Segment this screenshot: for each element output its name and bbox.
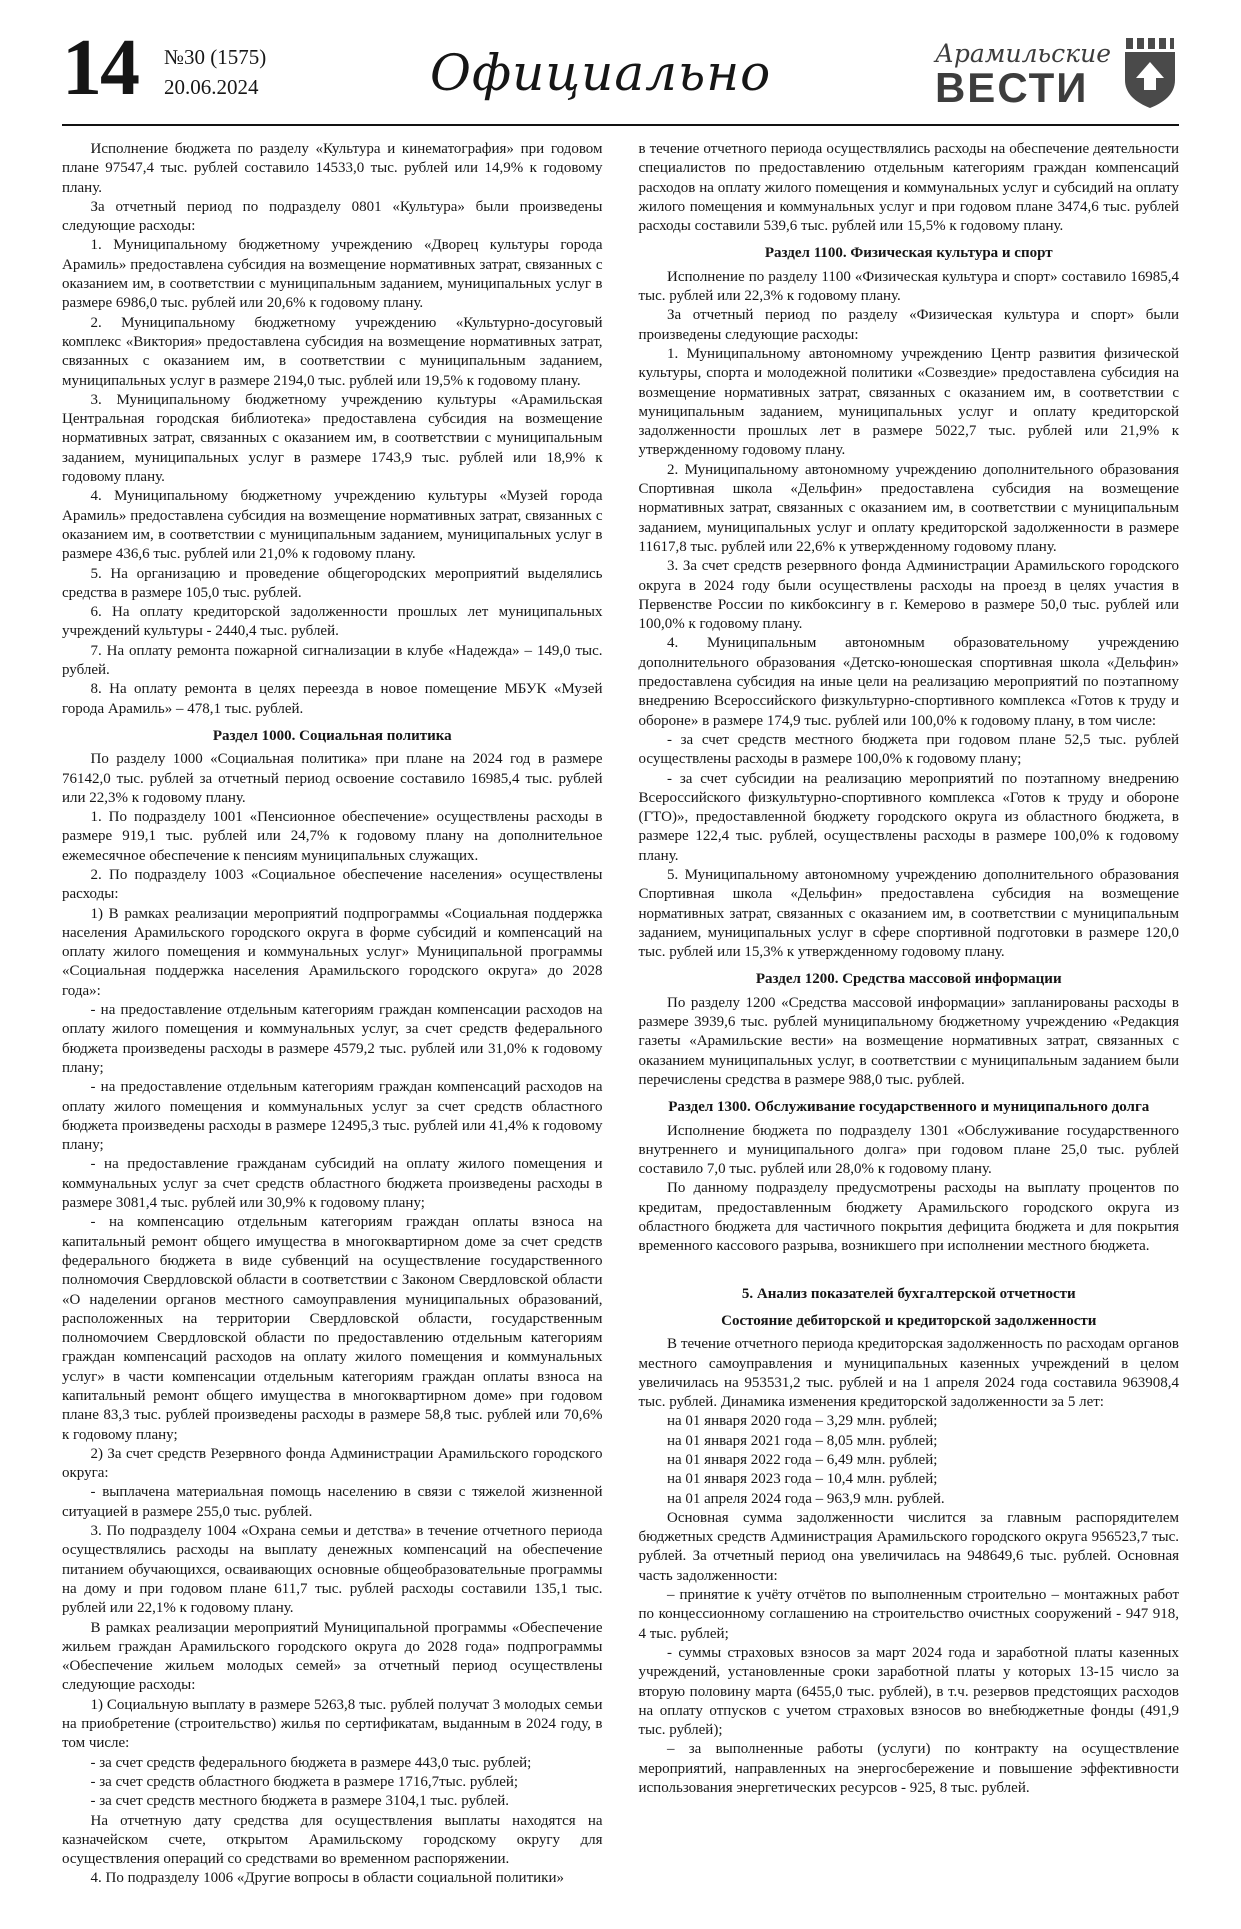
paragraph: 1) Социальную выплату в размере 5263,8 тыс. рублей получат 3 молодых семьи на приобретение (строительство) жилья по сертификатам, выданным в 2024 году, в том числе: [62,1696,603,1752]
paragraph: – принятие к учёту отчётов по выполненным строительно – монтажных работ по концессионному соглашению на строительство очистных сооружений - 947 918, 4 тыс. рублей; [638,1587,1179,1642]
paragraph: в течение отчетного периода осуществлялись расходы на обеспечение деятельности специалистов по предоставлению отдельным категориям граждан компенсаций расходов на оплату жилого помещения и коммунальных услуг и субсидий на оплату жилого помещения и коммунальных услуг и при годовом плане 3474,6 тыс. рублей расходы составили 539,6 тыс. рублей или 15,5% к годовому плану. [638,141,1179,235]
issue-number: №30 (1575) [164,45,267,69]
paragraph: По разделу 1000 «Социальная политика» при плане на 2024 год в размере 76142,0 тыс. рублей за отчетный период освоение составило 16985,4 тыс. рублей или 22,3% к годовому плану. [62,751,603,806]
coat-of-arms-icon [1121,36,1179,112]
paragraph: - выплачена материальная помощь населению в связи с тяжелой жизненной ситуацией в размере 255,0 тыс. рублей. [62,1484,603,1520]
paragraph: 5. Муниципальному автономному учреждению дополнительного образования Спортивная школа «Дельфин» предоставлена субсидия на возмещение нормативных затрат, связанных с оказанием им, в соответствии с муниципальным заданием, муниципальных услуг в сфере спортивной подготовки в размере 120,0 тыс. рублей или 15,3% к утвержденному годовому плану. [638,866,1179,961]
issue-date: 20.06.2024 [164,75,259,100]
paragraph: 2. Муниципальному бюджетному учреждению «Культурно-досуговый комплекс «Виктория» предоставлена субсидия на возмещение нормативных затрат, связанных с оказанием им, в соответствии с муниципальным заданием, муниципальных услуг в размере 2194,0 тыс. рублей или 19,5% к годовому плану. [62,314,603,389]
section-heading: Раздел 1300. Обслуживание государственного и муниципального долга [668,1099,1150,1116]
paragraph: - за счет средств областного бюджета в размере 1716,7тыс. рублей; [90,1773,519,1790]
paragraph: 1. Муниципальному автономному учреждению Центр развития физической культуры, спорта и молодежной политики «Созвездие» предоставлена субсидия на возмещение нормативных затрат, связанных с оказанием им, в соответствии с муниципальным заданием, муниципальных услуг и оплату кредиторской задолженности прошлых лет в размере 5022,7 тыс. рублей или 21,9% к утвержденному годовому плану. [638,345,1179,459]
paragraph: - на компенсацию отдельным категориям граждан оплаты взноса на капитальный ремонт общего имущества в многоквартирном доме за счет средств федерального бюджета в виде субвенций на осуществление государственного полномочия Свердловской области в соответствии с Законом Свердловской области «О наделении органов местного самоуправления муниципальных образований, расположенных на территории Свердловской области, государственным полномочием Свердловской области по предоставлению отдельным категориям граждан компенсаций расходов на оплату жилого помещения и коммунальных услуг» в части компенсации отдельным категориям граждан оплаты взноса на капитальный ремонт общего имущества в многоквартирном доме» при годовом плане 83,3 тыс. рублей произведены расходы в размере 58,8 тыс. рублей или 70,6% к годовому плану; [62,1214,603,1443]
left-column [62,140,603,1889]
paragraph: Основная сумма задолженности числится за главным распорядителем бюджетных средств Администрация Арамильского городского округа 956523,7 тыс. рублей. За отчетный период она увеличилась на 948649,6 тыс. рублей. Основная часть задолженности: [638,1509,1179,1584]
paragraph: - за счет средств федерального бюджета в размере 443,0 тыс. рублей; [90,1754,532,1771]
section-heading: 5. Анализ показателей бухгалтерской отчетности [741,1285,1076,1302]
paragraph: 3. Муниципальному бюджетному учреждению культуры «Арамильская Центральная городская библиотека» предоставлена субсидия на возмещение нормативных затрат, связанных с оказанием им, в соответствии с муниципальным заданием, муниципальных услуг в размере 1743,9 тыс. рублей или 18,9% к годовому плану. [62,391,603,486]
paragraph: 5. На организацию и проведение общегородских мероприятий выделялись средства в размере 105,0 тыс. рублей. [62,565,603,601]
paragraph: - суммы страховых взносов за март 2024 года и заработной платы казенных учреждений, установленные сроки заработной платы у которых 13-15 число за вторую половину марта (6455,0 тыс. рублей), в т.ч. резервов предстоящих расходов на оплату отпусков с учетом страховых взносов во внебюджетные фонды (491,9 тыс. рублей); [638,1644,1179,1739]
paragraph: - на предоставление отдельным категориям граждан компенсаций расходов на оплату жилого помещения и коммунальных услуг за счет средств областного бюджета произведены расходы в размере 12495,3 тыс. рублей или 41,4% к годовому плану; [62,1079,603,1154]
issue-block [164,42,266,103]
paragraph: Исполнение бюджета по подразделу 1301 «Обслуживание государственного внутреннего и муниципального долга» при годовом плане 25,0 тыс. рублей составило 7,0 тыс. рублей или 28,0% к годовому плану. [638,1122,1179,1178]
paragraph: 4. Муниципальным автономным образовательному учреждению дополнительного образования «Детско-юношеская спортивная школа «Дельфин» предоставлена субсидия на иные цели на реализацию мероприятий по поэтапному внедрению Всероссийского физкультурно-спортивного комплекса «Готов к труду и обороне» в размере 174,9 тыс. рублей или 100,0% к годовому плану, в том числе: [638,635,1179,729]
paragraph: В рамках реализации мероприятий Муниципальной программы «Обеспечение жильем граждан Арамильского городского округа до 2028 года» подпрограммы «Обеспечение жильем молодых семей» за отчетный период осуществлены следующие расходы: [62,1619,603,1694]
paragraph: По разделу 1200 «Средства массовой информации» запланированы расходы в размере 3939,6 тыс. рублей муниципальному бюджетному учреждению «Редакция газеты «Арамильские вести» на возмещение нормативных затрат, связанных с оказанием муниципальных услуг, в соответствии с муниципальным заданием были перечислены средства в размере 988,0 тыс. рублей. [638,994,1179,1088]
paragraph: - на предоставление гражданам субсидий на оплату жилого помещения и коммунальных услуг за счет средств областного бюджета произведены расходы в размере 3081,4 тыс. рублей или 30,9% к годовому плану; [62,1156,603,1212]
paragraph: 3. За счет средств резервного фонда Администрации Арамильского городского округа в 2024 году были осуществлены расходы на проезд в целях участия в Первенстве России по кикбоксингу в г. Кемерово в размере 50,0 тыс. рублей или 100,0% к годовому плану. [638,558,1179,633]
paragraph: За отчетный период по разделу «Физическая культура и спорт» были произведены следующие расходы: [638,307,1179,343]
brand-text [934,38,1111,111]
paragraph: 4. Муниципальному бюджетному учреждению культуры «Музей города Арамиль» предоставлена субсидия на возмещение нормативных затрат, связанных с оказанием им, в соответствии с муниципальным заданием, муниципальных услуг в размере 436,6 тыс. рублей или 21,0% к годовому плану. [62,488,603,563]
paragraph: на 01 января 2022 года – 6,49 млн. рублей; [667,1452,938,1468]
paragraph: 2. По подразделу 1003 «Социальное обеспечение населения» осуществлены расходы: [62,866,603,903]
paragraph: 1. Муниципальному бюджетному учреждению «Дворец культуры города Арамиль» предоставлена субсидия на возмещение нормативных затрат, связанных с оказанием им, в соответствии с муниципальным заданием, муниципальных услуг в размере 6986,0 тыс. рублей или 20,6% к годовому плану. [62,237,603,312]
paragraph: 1. По подразделу 1001 «Пенсионное обеспечение» осуществлены расходы в размере 919,1 тыс. рублей или 24,7% к годовому плану на дополнительное ежемесячное обеспечение к пенсиям муниципальных служащих. [62,809,603,864]
section-heading: Раздел 1000. Социальная политика [212,727,452,744]
article-body [62,140,1179,1889]
paragraph: 8. На оплату ремонта в целях переезда в новое помещение МБУК «Музей города Арамиль» – 478,1 тыс. рублей. [62,681,603,717]
right-column [639,140,1180,1889]
section-title: Официально [429,44,772,102]
paragraph: Исполнение бюджета по разделу «Культура и кинематография» при годовом плане 97547,4 тыс. рублей составило 14533,0 тыс. рублей или 14,9% к годовому плану. [62,141,603,196]
paragraph: на 01 апреля 2024 года – 963,9 млн. рублей. [667,1490,945,1507]
paragraph: на 01 января 2023 года – 10,4 млн. рублей; [667,1471,938,1488]
paragraph: 2) За счет средств Резервного фонда Администрации Арамильского городского округа: [62,1445,603,1482]
paragraph: на 01 января 2020 года – 3,29 млн. рублей; [667,1413,938,1430]
page-number: 14 [62,24,138,112]
page-header [62,24,1179,112]
paragraph: Исполнение по разделу 1100 «Физическая культура и спорт» составило 16985,4 тыс. рублей или 22,3% к годовому плану. [638,268,1179,305]
paragraph: - за счет средств местного бюджета при годовом плане 52,5 тыс. рублей осуществлены расходы в размере 100,0% к годовому плану; [638,731,1179,768]
paragraph: - за счет средств местного бюджета в размере 3104,1 тыс. рублей. [90,1793,510,1810]
brand-name-top: Арамильские [934,38,1111,68]
paragraph: На отчетную дату средства для осуществления выплаты находятся на казначейском счете, открытом Арамильскому городскому округу для осуществления операций со средствами во временном распоряжении. [62,1812,603,1868]
paragraph: За отчетный период по подразделу 0801 «Культура» были произведены следующие расходы: [62,198,603,235]
paragraph: 7. На оплату ремонта пожарной сигнализации в клубе «Надежда» – 149,0 тыс. рублей. [62,642,603,679]
paragraph: 6. На оплату кредиторской задолженности прошлых лет муниципальных учреждений культуры - 2440,4 тыс. рублей. [62,604,603,640]
paragraph: на 01 января 2021 года – 8,05 млн. рублей; [667,1432,938,1449]
section-heading: Состояние дебиторской и кредиторской задолженности [721,1312,1097,1329]
paragraph: 3. По подразделу 1004 «Охрана семьи и детства» в течение отчетного периода осуществлялись расходы на выплату денежных компенсаций на обеспечение питанием обучающихся, осваивающих основные общеобразовательные программы на дому и при годовом плане 611,7 тыс. рублей расходы составили 135,1 тыс. рублей или 22,1% к годовому плану. [62,1523,603,1617]
newspaper-brand [935,36,1179,112]
paragraph: 4. По подразделу 1006 «Другие вопросы в области социальной политики» [90,1870,564,1887]
brand-name-bottom: ВЕСТИ [934,63,1089,111]
paragraph: 1) В рамках реализации мероприятий подпрограммы «Социальная поддержка населения Арамильского городского округа в форме субсидий и компенсаций на оплату жилого помещения и коммунальных услуг» Муниципальной программы «Социальная поддержка населения Арамильского городского округа» до 2028 года»: [62,905,603,999]
paragraph: – за выполненные работы (услуги) по контракту на осуществление мероприятий, направленных на энергосбережение и повышение эффективности использования энергетических ресурсов - 925, 8 тыс. рублей. [638,1741,1179,1797]
section-heading: Раздел 1100. Физическая культура и спорт [764,245,1053,262]
paragraph: 2. Муниципальному автономному учреждению дополнительного образования Спортивная школа «Дельфин» предоставлена субсидия на возмещение нормативных затрат, связанных с оказанием им, в соответствии с муниципальным заданием, муниципальных услуг и оплату кредиторской задолженности в размере 11617,8 тыс. рублей или 22,6% к утвержденному годовому плану. [638,461,1179,555]
paragraph: В течение отчетного периода кредиторская задолженность по расходам органов местного самоуправления и муниципальных казенных учреждений в целом увеличилась на 953531,2 тыс. рублей и на 1 апреля 2024 года составила 963908,4 тыс. рублей. Динамика изменения кредиторской задолженности за 5 лет: [638,1336,1179,1411]
header-divider [62,124,1179,126]
paragraph: - на предоставление отдельным категориям граждан компенсации расходов на оплату жилого помещения и коммунальных услуг, за счет средств федерального бюджета произведены расходы в размере 4579,2 тыс. рублей или 31,0% к годовому плану; [62,1002,603,1076]
section-heading: Раздел 1200. Средства массовой информации [755,971,1062,988]
paragraph: - за счет субсидии на реализацию мероприятий по поэтапному внедрению Всероссийского физкультурно-спортивного комплекса «Готов к труду и обороне (ГТО)», предоставленной бюджету городского округа из областного бюджета, в размере 122,4 тыс. рублей, осуществлены расходы в размере 100,0% к годовому плану. [638,770,1179,864]
paragraph: По данному подразделу предусмотрены расходы на выплату процентов по кредитам, предоставленным бюджету Арамильского городского округа из областного бюджета для частичного покрытия дефицита бюджета и для покрытия временного кассового разрыва, возникшего при исполнении местного бюджета. [638,1180,1179,1255]
